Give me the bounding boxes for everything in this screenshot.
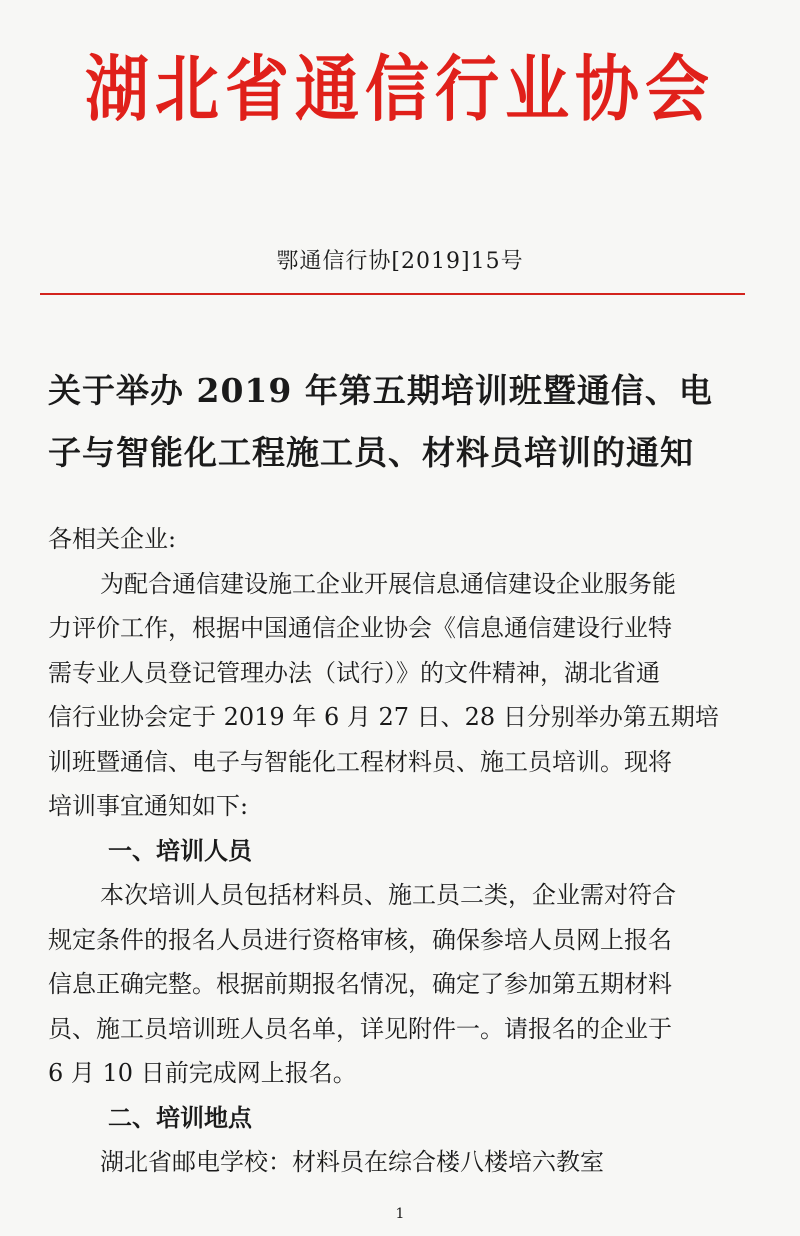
- document-body: [48, 517, 760, 1185]
- letterhead-divider: [40, 293, 745, 295]
- paragraph-line: 信行业协会定于 2019 年 6 月 27 日、28 日分别举办第五期培: [48, 703, 719, 731]
- title-line: 关于举办 2019 年第五期培训班暨通信、电: [48, 371, 713, 410]
- paragraph-line: 湖北省邮电学校：材料员在综合楼八楼培六教室: [100, 1148, 604, 1176]
- title-line: 子与智能化工程施工员、材料员培训的通知: [48, 433, 694, 472]
- paragraph-line: 员、施工员培训班人员名单，详见附件一。请报名的企业于: [48, 1014, 672, 1043]
- paragraph-line: 信息正确完整。根据前期报名情况，确定了参加第五期材料: [48, 970, 672, 998]
- paragraph-line: 力评价工作，根据中国通信企业协会《信息通信建设行业特: [48, 614, 672, 642]
- paragraph-line: 6 月 10 日前完成网上报名。: [48, 1059, 357, 1087]
- document-number: 鄂通信行协[2019]15号: [276, 249, 524, 274]
- paragraph-line: 本次培训人员包括材料员、施工员二类，企业需对符合: [100, 881, 676, 909]
- salutation: 各相关企业:: [48, 525, 177, 553]
- section-heading: 一、培训人员: [108, 836, 252, 865]
- section-heading: 二、培训地点: [108, 1103, 252, 1132]
- paragraph-line: 需专业人员登记管理办法（试行）》的文件精神，湖北省通: [48, 658, 660, 687]
- paragraph-line: 规定条件的报名人员进行资格审核，确保参培人员网上报名: [48, 925, 672, 954]
- paragraph-line: 为配合通信建设施工企业开展信息通信建设企业服务能: [100, 569, 676, 598]
- org-letterhead: 湖北省通信行业协会: [85, 49, 715, 133]
- paragraph-line: 培训事宜通知如下:: [48, 792, 249, 820]
- paragraph-line: 训班暨通信、电子与智能化工程材料员、施工员培训。现将: [48, 747, 672, 776]
- notice-title: [48, 360, 768, 484]
- page-number: 1: [395, 1206, 405, 1222]
